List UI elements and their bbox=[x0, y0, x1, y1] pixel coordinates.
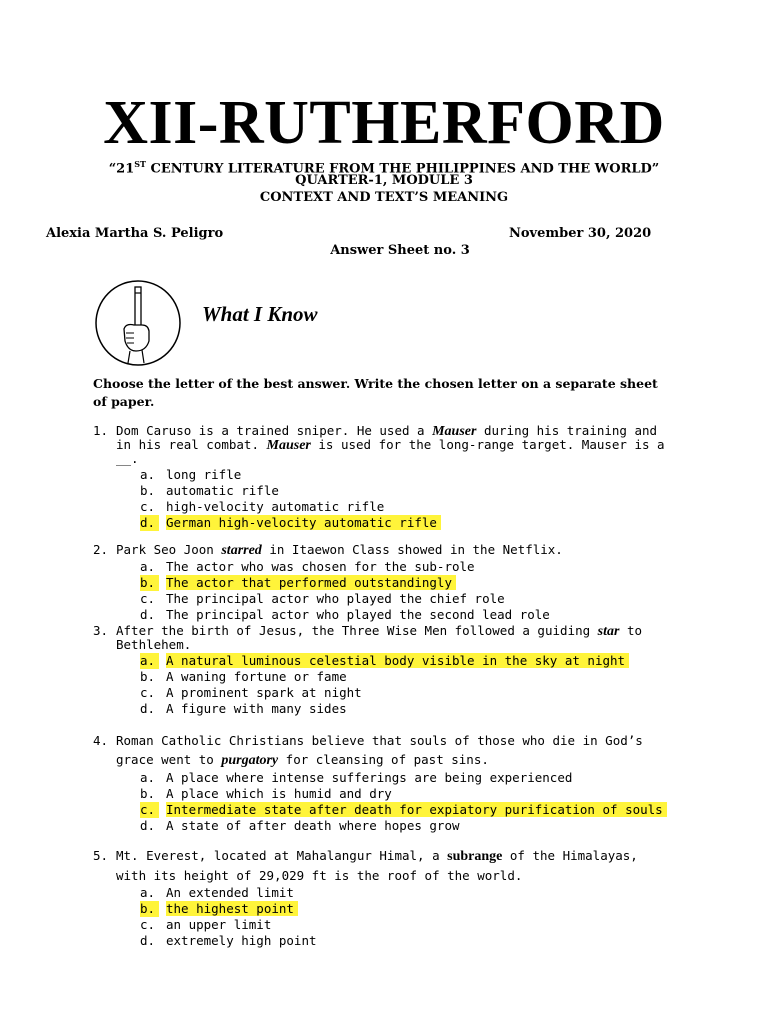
option-d: d. extremely high point bbox=[140, 933, 317, 948]
quarter-module: QUARTER-1, MODULE 3 bbox=[295, 173, 473, 188]
option-b: b. A waning fortune or fame bbox=[140, 669, 347, 684]
question-number: 5. bbox=[93, 848, 109, 863]
answer-sheet-label: Answer Sheet no. 3 bbox=[330, 243, 470, 258]
option-d-selected: d. German high-velocity automatic rifle bbox=[93, 515, 673, 531]
question-stem: Park Seo Joon starred in Itaewon Class showed in the Netflix. bbox=[116, 542, 563, 558]
question-stem: Dom Caruso is a trained sniper. He used a Mauser during his training and in his real combat. Mauser is used for the long-range target. Mauser is a __. bbox=[116, 423, 665, 466]
question-stem: After the birth of Jesus, the Three Wise Men followed a guiding star to Bethlehem. bbox=[116, 623, 643, 652]
option-a-selected: a. A natural luminous celestial body visible in the sky at night bbox=[93, 653, 673, 669]
option-a: a. A place where intense sufferings are being experienced bbox=[140, 770, 573, 785]
question-number: 2. bbox=[93, 542, 109, 557]
student-name: Alexia Martha S. Peligro bbox=[46, 226, 224, 241]
question-stem: Roman Catholic Christians believe that souls of those who die in God’s grace went to purgatory for cleansing of past sins. bbox=[116, 733, 643, 768]
option-b: b. A place which is humid and dry bbox=[140, 786, 392, 801]
option-c: c. A prominent spark at night bbox=[140, 685, 362, 700]
option-a: a. An extended limit bbox=[140, 885, 294, 900]
option-b: b. automatic rifle bbox=[140, 483, 279, 498]
course-title: “21ST CENTURY LITERATURE FROM THE PHILIPPINES AND THE WORLD” bbox=[108, 159, 660, 177]
options-list bbox=[93, 559, 673, 623]
question-5 bbox=[93, 846, 673, 949]
document-title: XII-RUTHERFORD bbox=[103, 89, 665, 157]
hand-pencil-icon bbox=[94, 279, 182, 367]
option-d: d. A figure with many sides bbox=[140, 701, 347, 716]
option-d: d. A state of after death where hopes grow bbox=[140, 818, 460, 833]
question-2 bbox=[93, 543, 673, 623]
options-list bbox=[93, 467, 673, 531]
question-number: 3. bbox=[93, 623, 109, 638]
submission-date: November 30, 2020 bbox=[509, 226, 652, 241]
question-stem: Mt. Everest, located at Mahalangur Himal, a subrange of the Himalayas, with its height of 29,029 ft is the roof of the world. bbox=[116, 848, 638, 883]
option-b-selected: b. The actor that performed outstandingly bbox=[93, 575, 673, 591]
option-a: a. The actor who was chosen for the sub-role bbox=[140, 559, 475, 574]
option-c: c. The principal actor who played the chief role bbox=[140, 591, 505, 606]
instructions: Choose the letter of the best answer. Write the chosen letter on a separate sheet of paper. bbox=[93, 376, 658, 409]
options-list bbox=[93, 653, 673, 717]
options-list bbox=[93, 770, 673, 834]
question-number: 1. bbox=[93, 423, 109, 438]
option-c: c. high-velocity automatic rifle bbox=[140, 499, 385, 514]
lesson-title: CONTEXT AND TEXT’S MEANING bbox=[259, 190, 509, 205]
option-a: a. long rifle bbox=[140, 467, 242, 482]
question-4 bbox=[93, 731, 673, 834]
section-heading: What I Know bbox=[202, 302, 318, 326]
question-number: 4. bbox=[93, 733, 109, 748]
question-1 bbox=[93, 424, 673, 531]
question-3 bbox=[93, 624, 673, 717]
option-d: d. The principal actor who played the second lead role bbox=[140, 607, 550, 622]
option-c-selected: c. Intermediate state after death for expiatory purification of souls bbox=[93, 802, 673, 818]
options-list bbox=[93, 885, 673, 949]
option-c: c. an upper limit bbox=[140, 917, 272, 932]
option-b-selected: b. the highest point bbox=[93, 901, 673, 917]
